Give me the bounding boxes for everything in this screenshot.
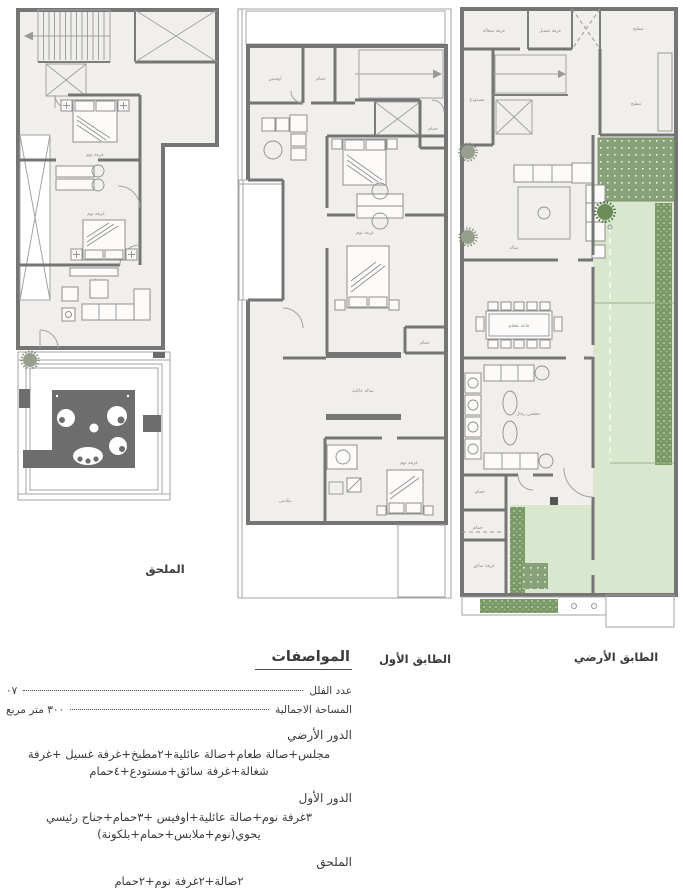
- first-floor-caption: الطابق الأول: [378, 652, 452, 666]
- room-label: حمام: [420, 341, 430, 346]
- room-label: ملابس: [278, 499, 292, 504]
- spec-label: عدد الفلل: [309, 685, 352, 697]
- room-label: حمام: [475, 490, 485, 495]
- spec-row-villa-count: [6, 685, 352, 697]
- annex-terrace: [18, 351, 170, 500]
- section-ground-floor: [6, 728, 352, 779]
- room-label: غرفة غسيل: [538, 29, 562, 34]
- room-label: مطبخ: [630, 102, 642, 107]
- room-label: قاعة طعام: [508, 324, 530, 329]
- room-label: غرفة نوم: [86, 153, 104, 158]
- dotted-leader: [23, 690, 303, 691]
- spec-label: المساحة الاجمالية: [275, 704, 352, 716]
- wall-bar: [326, 414, 401, 420]
- annex-caption: الملحق: [145, 562, 185, 576]
- roof-pergola: [246, 11, 445, 44]
- annex-floor-plan: [18, 10, 217, 500]
- entry-mat: [550, 497, 558, 505]
- spec-value: ٠٧: [6, 685, 18, 697]
- room-label: مطبخ: [632, 27, 644, 32]
- section-first-floor: [6, 791, 352, 842]
- room-label: حمام: [316, 77, 326, 82]
- first-floor-plan: [238, 9, 451, 598]
- room-label: اوفيس: [268, 77, 282, 82]
- room-label: حمام: [473, 526, 483, 531]
- planting-strip: [655, 203, 672, 465]
- room-label: مستودع: [469, 98, 485, 103]
- ground-floor-plan: [459, 9, 676, 627]
- garden-patio: [598, 138, 674, 201]
- section-title: الملحق: [316, 854, 352, 869]
- room-label: غرفة شغالة: [482, 29, 506, 34]
- section-body: مجلس+صالة طعام+صالة عائلية+٢مطبخ+غرفة غسيل +غرفة شغالة+غرفة سائق+مستودع+٤حمام: [27, 747, 331, 778]
- rear-balcony: [398, 525, 445, 597]
- wall-bar: [326, 352, 401, 358]
- specifications-heading: المواصفات: [255, 649, 352, 670]
- section-annex: [6, 855, 352, 889]
- garden-deck: [522, 563, 548, 589]
- specifications-section: [6, 646, 352, 889]
- entry-walkway: [462, 597, 606, 615]
- room-label: غرفة نوم: [356, 231, 374, 236]
- room-label: صالة: [509, 246, 519, 251]
- spec-value: ٣٠٠ متر مربع: [6, 704, 65, 716]
- spec-rows: [6, 685, 352, 716]
- room-label: غرفة سائق: [473, 564, 495, 569]
- room-label: مجلس رجال: [515, 412, 541, 417]
- room-label: حمام: [428, 127, 438, 132]
- section-body: ٣غرفة نوم+صالة عائلية+اوفيس +٣حمام+جناح رئيسي يحوي(نوم+ملابس+حمام+بلكونة): [45, 810, 313, 842]
- spec-row-total-area: [6, 704, 352, 716]
- side-balcony: [239, 180, 283, 300]
- ground-floor-caption: الطابق الأرضي: [573, 650, 659, 664]
- room-label: غرفة نوم: [87, 212, 105, 217]
- section-title: الدور الأرضي: [287, 728, 352, 742]
- room-label: غرفة نوم: [400, 461, 418, 466]
- section-title: الدور الأول: [298, 791, 352, 806]
- tv-unit: [70, 268, 118, 276]
- room-label: صالة عائلية: [352, 389, 374, 394]
- entry-steps: [606, 595, 674, 627]
- dotted-leader: [70, 709, 269, 710]
- section-body: ٢صالة+٢غرفة نوم+٢حمام: [114, 873, 244, 888]
